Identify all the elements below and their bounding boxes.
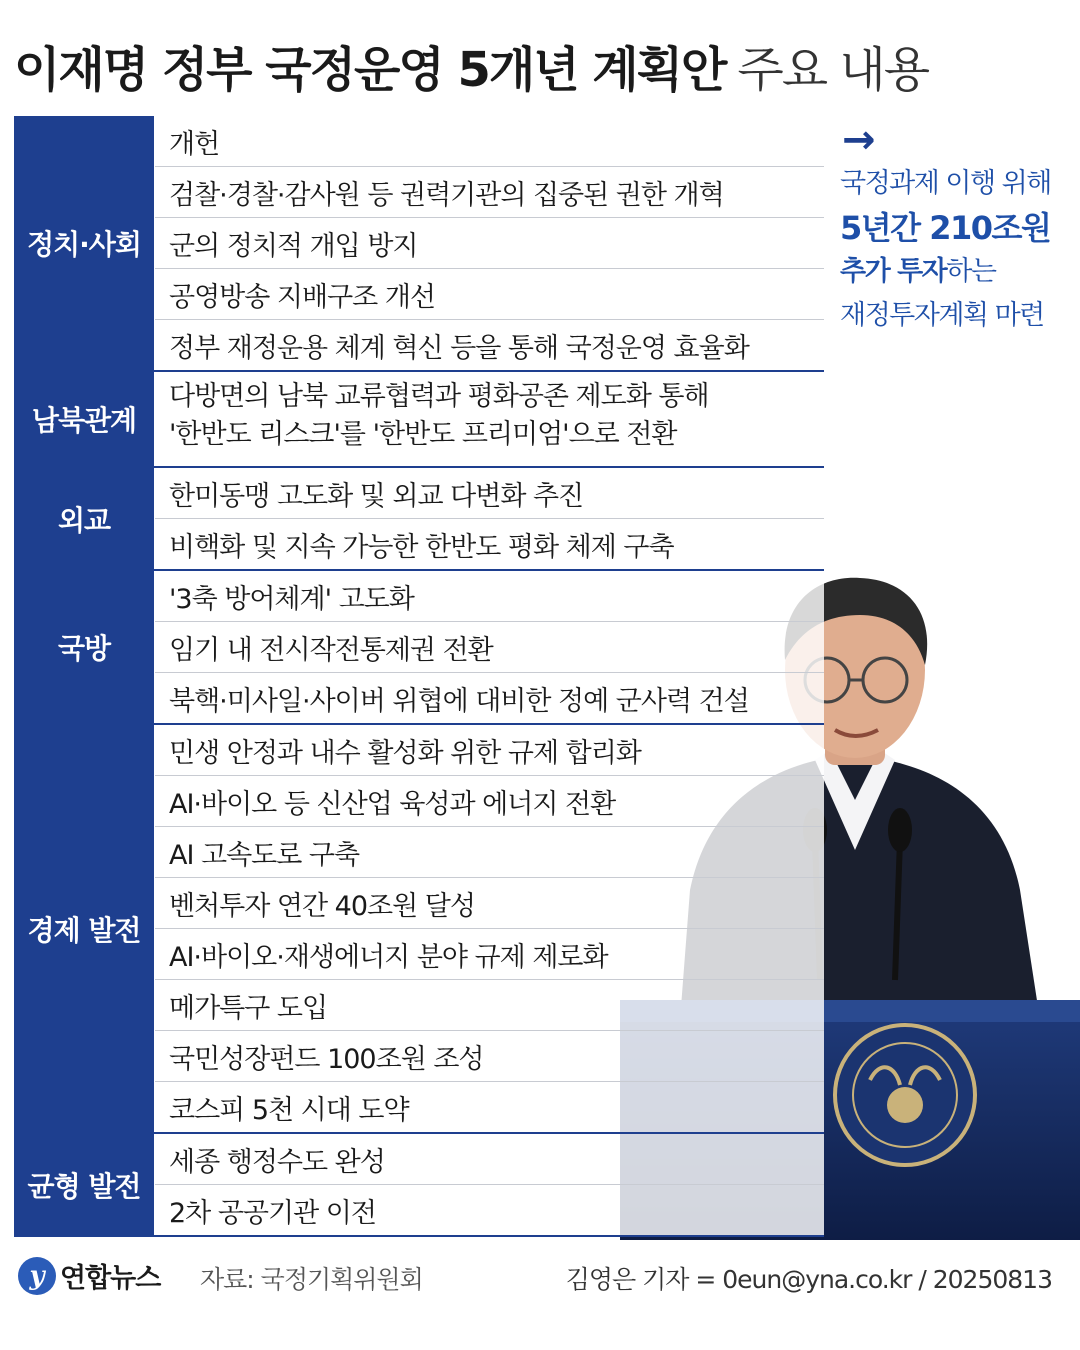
group-items (155, 116, 824, 370)
group-items (155, 725, 824, 1132)
yonhap-logo (18, 1256, 160, 1295)
category-label: 균형 발전 (14, 1134, 155, 1235)
group-inter-korean (14, 372, 824, 468)
list-item-line: '한반도 리스크'를 '한반도 프리미엄'으로 전환 (169, 419, 677, 450)
side-note-highlight: 5년간 210조원 (840, 209, 1051, 247)
category-label: 남북관계 (14, 372, 155, 466)
side-note-highlight: 추가 투자 (840, 256, 947, 287)
list-item: AI·바이오·재생에너지 분야 규제 제로화 (155, 929, 824, 980)
list-item: 비핵화 및 지속 가능한 한반도 평화 체제 구축 (155, 519, 824, 569)
title-main: 이재명 정부 국정운영 5개년 계획안 (14, 42, 726, 98)
group-items (155, 1134, 824, 1235)
list-item-line: 다방면의 남북 교류협력과 평화공존 제도화 통해 (169, 381, 709, 412)
list-item: 북핵·미사일·사이버 위협에 대비한 정예 군사력 건설 (155, 673, 824, 723)
list-item: AI 고속도로 구축 (155, 827, 824, 878)
category-label: 정치·사회 (14, 116, 155, 370)
credit-text: 김영은 기자 = 0eun@yna.co.kr / 20250813 (565, 1265, 1052, 1294)
list-item: 코스피 5천 시대 도약 (155, 1082, 824, 1132)
list-item: 2차 공공기관 이전 (155, 1185, 824, 1235)
list-item: 한미동맹 고도화 및 외교 다변화 추진 (155, 468, 824, 519)
list-item (155, 372, 824, 466)
logo-text: 연합뉴스 (60, 1263, 161, 1294)
list-item: 군의 정치적 개입 방지 (155, 218, 824, 269)
group-economy (14, 725, 824, 1134)
list-item: 임기 내 전시작전통제권 전환 (155, 622, 824, 673)
list-item: 민생 안정과 내수 활성화 위한 규제 합리화 (155, 725, 824, 776)
yonhap-logo-icon: y (18, 1257, 56, 1295)
side-note-text: 하는 (946, 256, 996, 287)
list-item: 정부 재정운용 체계 혁신 등을 통해 국정운영 효율화 (155, 320, 824, 370)
group-politics-society (14, 116, 824, 372)
group-balanced-development (14, 1134, 824, 1237)
list-item: 국민성장펀드 100조원 조성 (155, 1031, 824, 1082)
side-note-line: 재정투자계획 마련 (840, 300, 1044, 331)
side-note (840, 118, 1080, 338)
list-item: '3축 방어체계' 고도화 (155, 571, 824, 622)
category-label: 외교 (14, 468, 155, 569)
category-label: 경제 발전 (14, 725, 155, 1132)
group-items (155, 468, 824, 569)
title-sub: 주요 내용 (737, 42, 929, 98)
side-note-line: 국정과제 이행 위해 (840, 168, 1051, 199)
side-note-line (840, 250, 1080, 294)
list-item: 검찰·경찰·감사원 등 권력기관의 집중된 권한 개혁 (155, 167, 824, 218)
policy-table (14, 116, 824, 1237)
footer (0, 1248, 1080, 1308)
source-text: 자료: 국정기획위원회 (200, 1265, 423, 1294)
group-items (155, 372, 824, 466)
group-items (155, 571, 824, 723)
list-item: 개헌 (155, 116, 824, 167)
list-item: 벤처투자 연간 40조원 달성 (155, 878, 824, 929)
list-item: 공영방송 지배구조 개선 (155, 269, 824, 320)
category-label: 국방 (14, 571, 155, 723)
group-defense (14, 571, 824, 725)
arrow-right-icon: → (842, 117, 876, 163)
list-item: 메가특구 도입 (155, 980, 824, 1031)
list-item: 세종 행정수도 완성 (155, 1134, 824, 1185)
group-diplomacy (14, 468, 824, 571)
list-item: AI·바이오 등 신산업 육성과 에너지 전환 (155, 776, 824, 827)
page-title (14, 30, 928, 110)
